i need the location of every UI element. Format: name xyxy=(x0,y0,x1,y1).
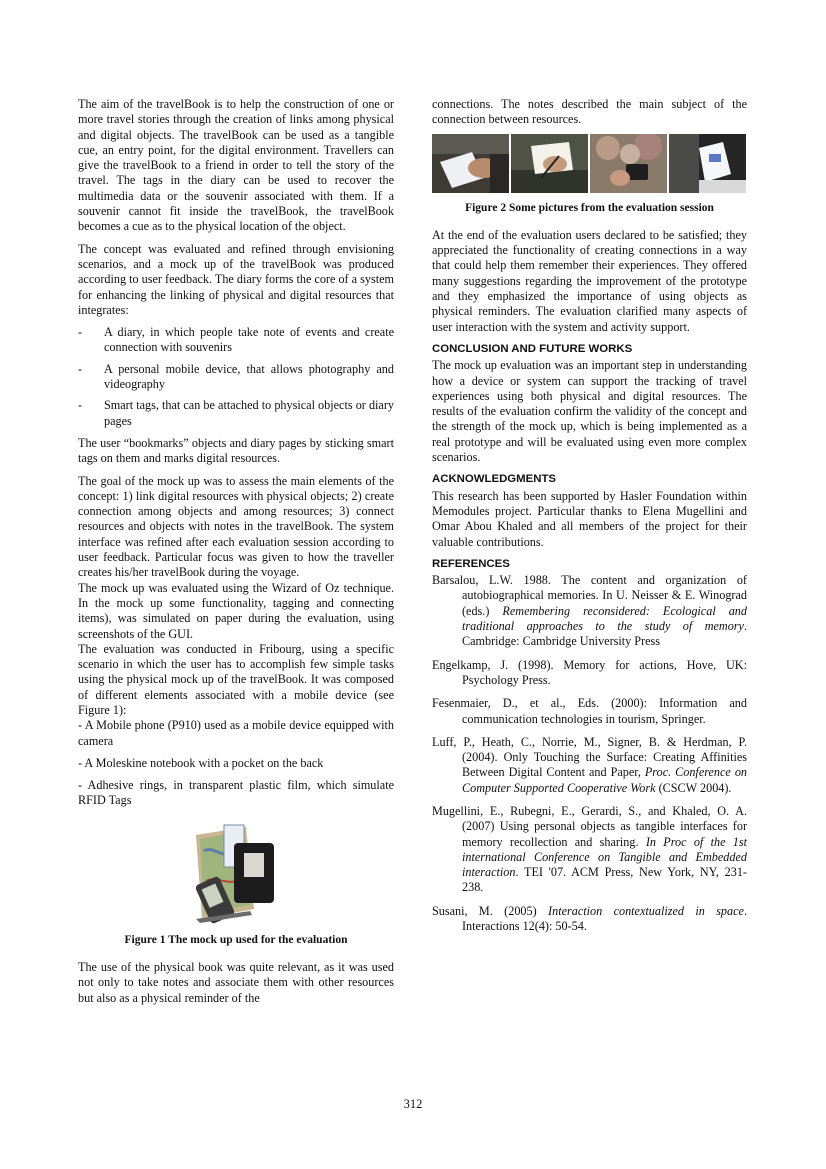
paragraph: - A Moleskine notebook with a pocket on the back xyxy=(78,755,324,770)
figure-1-mockup-photo xyxy=(190,821,282,925)
paragraph: The use of the physical book was quite relevant, as it was used not only to take notes and associate them with other resources but also as a physical reminder of the xyxy=(78,960,394,1005)
paragraph: - Adhesive rings, in transparent plastic film, which simulate RFID Tags xyxy=(78,778,394,808)
right-column xyxy=(432,97,747,942)
paragraph: connections. The notes described the main subject of the connection between resources. xyxy=(432,97,747,127)
evaluation-photo-4 xyxy=(669,134,746,193)
paragraph: This research has been supported by Hasler Foundation within Memodules project. Particular thanks to Elena Mugellini and Omar Abou Khaled and all members of the project for their valuable contributions. xyxy=(432,488,747,549)
paragraph: The evaluation was conducted in Fribourg, using a specific scenario in which the user has to accomplish few simple tasks using the physical mock up of the travelBook. It was composed of different elements associated with a mobile device (see Figure 1): xyxy=(78,641,394,717)
reference-item: Barsalou, L.W. 1988. The content and organization of autobiographical memories. In U. Neisser & E. Winograd (eds.) Remembering reconsidered: Ecological and traditional approaches to the study of memory. Cambridge: Cambridge University Press xyxy=(432,573,747,649)
component-list xyxy=(78,325,394,429)
paragraph: The concept was evaluated and refined through envisioning scenarios, and a mock up of the travelBook was produced according to user feedback. The diary forms the core of a system for enhancing the linking of physical and digital resources that integrates: xyxy=(78,241,394,317)
figure-2-caption: Figure 2 Some pictures from the evaluation session xyxy=(465,201,714,214)
paragraph: At the end of the evaluation users declared to be satisfied; they appreciated the functionality of creating connections in a way that could help them remember their experiences. They offered many suggestions regarding the improvement of the prototype and they emphasized the importance of using objects as physical reminders. The evaluation clarified many aspects of user interaction with the system and activity support. xyxy=(432,227,747,334)
section-heading-acknowledgments: ACKNOWLEDGMENTS xyxy=(432,473,557,486)
paragraph: The user “bookmarks” objects and diary pages by sticking smart tags on them and marks digital resources. xyxy=(78,435,394,466)
paragraph: The aim of the travelBook is to help the construction of one or more travel stories through the creation of links among physical and digital objects. The travelBook can be used as a tangible cue, an entry point, for the digital environment. Travellers can give the travelBook to a friend in order to tell the story of the travel. The tags in the diary can be used to recover the multimedia data or the souvenir associated with them. If a souvenir cannot fit inside the travelBook, the travelBook becomes a cue as to the physical location of the object. xyxy=(78,97,394,234)
evaluation-photo-1 xyxy=(432,134,509,193)
reference-item: Mugellini, E., Rubegni, E., Gerardi, S., and Khaled, O. A. (2007) Using personal objects as tangible interfaces for memory recollection and sharing. In Proc of the 1st international Conference on Tangible and Embedded interaction. TEI '07. ACM Press, New York, NY, 231-238. xyxy=(432,803,747,895)
list-item: - Smart tags, that can be attached to physical objects or diary pages xyxy=(78,398,394,428)
paragraph: The goal of the mock up was to assess the main elements of the concept: 1) link digital resources with physical objects; 2) create connection among objects and among resources; 3) connect resources and objects with notes in the travelBook. The system interface was refined after each evaluation session according to user feedback. Particular focus was given to how the traveller creates his/her travelBook during the voyage. xyxy=(78,473,394,580)
evaluation-photo-2 xyxy=(511,134,588,193)
figure-2-photo-strip xyxy=(432,134,747,193)
list-item: - A diary, in which people take note of events and create connection with souvenirs xyxy=(78,325,394,355)
reference-item: Engelkamp, J. (1998). Memory for actions, Hove, UK: Psychology Press. xyxy=(432,657,747,687)
reference-item: Luff, P., Heath, C., Norrie, M., Signer, B. & Herdman, P. (2004). Only Touching the Surface: Creating Affinities Between Digital Content and Paper, Proc. Conference on Computer Supported Cooperative Work (CSCW 2004). xyxy=(432,734,748,795)
reference-item: Susani, M. (2005) Interaction contextualized in space. Interactions 12(4): 50-54. xyxy=(432,903,747,934)
paragraph: The mock up was evaluated using the Wizard of Oz technique. In the mock up some functionality, tagging and connecting items), was simulated on paper during the evaluation, using screenshots of the GUI. xyxy=(78,580,394,641)
paragraph: The mock up evaluation was an important step in understanding how a device or system can support the tracking of travel experiences using both physical and digital resources. The results of the evaluation confirm the validity of the concept and the strength of the mock up, which is being implemented as a real prototype and will be evaluated using even more complex scenarios. xyxy=(432,358,747,465)
page-number: 312 xyxy=(403,1097,423,1111)
reference-item: Fesenmaier, D., et al., Eds. (2000): Information and communication technologies in tourism, Springer. xyxy=(432,696,747,726)
reference-list xyxy=(432,573,747,934)
evaluation-photo-3 xyxy=(590,134,667,193)
list-item: - A personal mobile device, that allows photography and videography xyxy=(78,361,394,392)
figure-1-caption: Figure 1 The mock up used for the evaluation xyxy=(124,933,348,946)
section-heading-references: REFERENCES xyxy=(432,557,510,570)
section-heading-conclusion: CONCLUSION AND FUTURE WORKS xyxy=(432,342,633,355)
left-column xyxy=(78,97,394,1013)
paragraph: - A Mobile phone (P910) used as a mobile device equipped with camera xyxy=(78,718,394,748)
